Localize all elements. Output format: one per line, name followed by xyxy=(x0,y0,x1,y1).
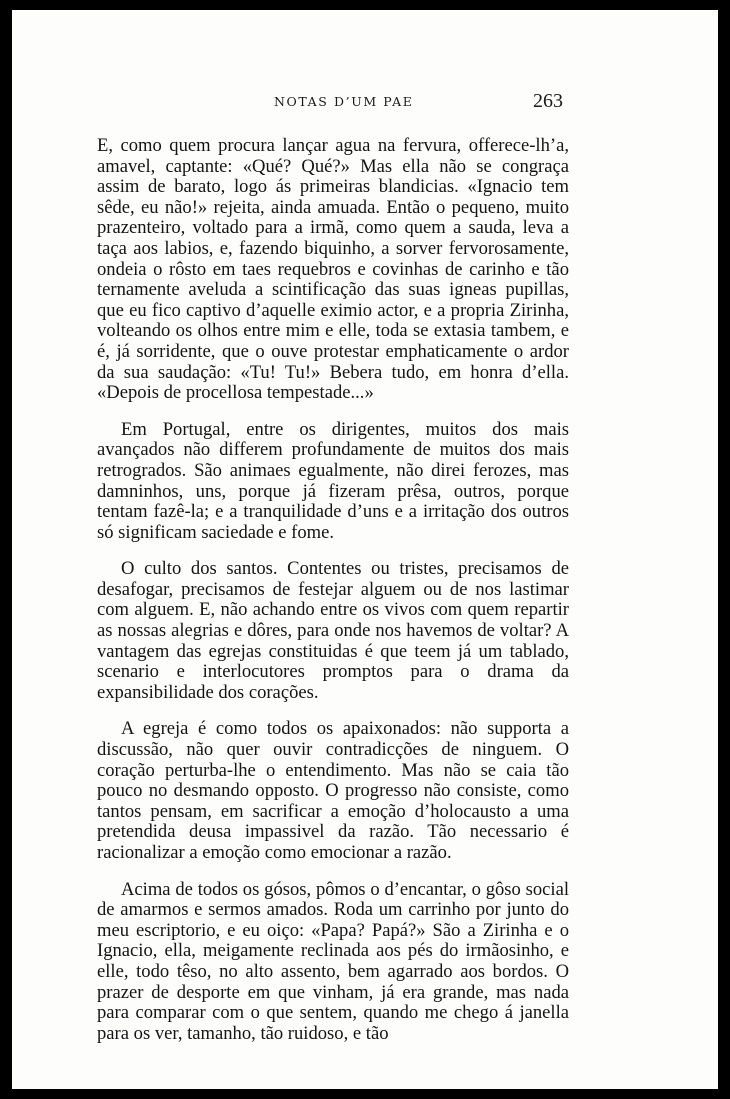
paragraph-5: Acima de todos os gósos, pômos o d’encantar, o gôso social de amarmos e sermos amados. Roda um carrinho por junto do meu escriptorio, e eu oiço: «Papa? Papá?» São a Zirinha e o Ignacio, ella, meigamente reclinada aos pés do irmãosinho, e elle, todo têso, no alto assento, bem agarrado aos bordos. O prazer de desporte em que vinham, já era grande, mas nada para comparar com o que sentem, quando me chego á janella para os ver, tamanho, tão ruidoso, e tão xyxy=(97,878,569,1044)
page-header xyxy=(12,90,718,120)
book-page xyxy=(12,10,718,1089)
body-text xyxy=(97,136,569,1060)
paragraph-4: A egreja é como todos os apaixonados: não supporta a discussão, não quer ouvir contradicções de ninguem. O coração perturba-lhe o entendimento. Mas não se caia tão pouco no desmando opposto. O progresso não consiste, como tantos pensam, em sacrificar a emoção d’holocausto a uma pretendida deusa impassivel da razão. Tão necessario é racionalizar a emoção como emocionar a razão. xyxy=(97,718,569,863)
page-number: 263 xyxy=(533,90,563,112)
running-title: NOTAS D’UM PAE xyxy=(274,94,414,109)
paragraph-3: O culto dos santos. Contentes ou tristes, precisamos de desafogar, precisamos de festejar alguem ou de nos lastimar com alguem. E, não achando entre os vivos com quem repartir as nossas alegrias e dôres, para onde nos havemos de voltar? A vantagem das egrejas constituidas é que teem já um tablado, scenario e interlocutores promptos para o drama da expansibilidade dos corações. xyxy=(97,558,569,703)
paragraph-2: Em Portugal, entre os dirigentes, muitos dos mais avançados não differem profundamente de muitos dos mais retrogrados. São animaes egualmente, não direi ferozes, mas damninhos, uns, porque já fizeram prêsa, outros, porque tentam fazê-la; e a tranquilidade d’uns e a irritação dos outros só significam saciedade e fome. xyxy=(97,418,569,543)
paragraph-1: E, como quem procura lançar agua na fervura, offerece-lh’a, amavel, captante: «Qué? Qué?» Mas ella não se congraça assim de barato, logo ás primeiras blandicias. «Ignacio tem sêde, eu não!» rejeita, ainda amuada. Então o pequeno, muito prazenteiro, voltado para a irmã, como quem a sauda, leva a taça aos labios, e, fazendo biquinho, a sorver fervorosamente, ondeia o rôsto em taes requebros e covinhas de carinho e tão ternamente aveluda a scintificação das suas igneas pupillas, que eu fico captivo d’aquelle eximio actor, e a propria Zirinha, volteando os olhos entre mim e elle, toda se extasia tambem, e é, já sorridente, que o ouve protestar emphaticamente o ardor da sua saudação: «Tu! Tu!» Bebera tudo, em honra d’ella. «Depois de procellosa tempestade...» xyxy=(97,135,569,404)
